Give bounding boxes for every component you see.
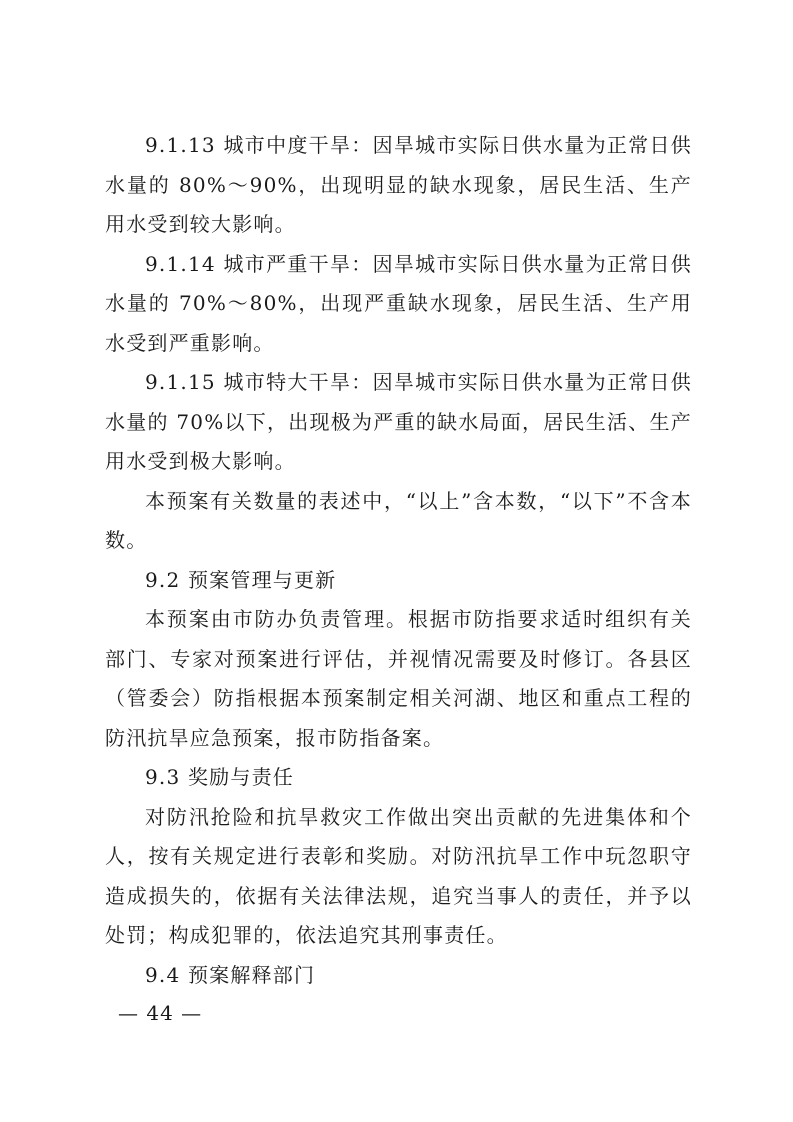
section-heading-9-2: 9.2 预案管理与更新 (145, 567, 337, 592)
document-body (105, 126, 692, 995)
quantity-note-paragraph: 本预案有关数量的表述中，“以上”含本数，“以下”不含本数。 (105, 488, 692, 552)
page-number: — 44 — (118, 1001, 203, 1025)
clause-9-1-15: 9.1.15 城市特大干旱：因旱城市实际日供水量为正常日供水量的 70%以下，出现极为严重的缺水局面，居民生活、生产用水受到极大影响。 (105, 370, 692, 473)
clause-9-1-13: 9.1.13 城市中度干旱：因旱城市实际日供水量为正常日供水量的 80%～90%，出现明显的缺水现象，居民生活、生产用水受到较大影响。 (105, 133, 692, 236)
section-9-3-paragraph: 对防汛抢险和抗旱救灾工作做出突出贡献的先进集体和个人，按有关规定进行表彰和奖励。对防汛抗旱工作中玩忽职守造成损失的，依据有关法律法规，追究当事人的责任，并予以处罚；构成犯罪的，依法追究其刑事责任。 (105, 804, 692, 947)
clause-9-1-14: 9.1.14 城市严重干旱：因旱城市实际日供水量为正常日供水量的 70%～80%，出现严重缺水现象，居民生活、生产用水受到严重影响。 (105, 251, 692, 355)
section-heading-9-3: 9.3 奖励与责任 (145, 765, 294, 789)
section-9-2-paragraph: 本预案由市防办负责管理。根据市防指要求适时组织有关部门、专家对预案进行评估，并视情况需要及时修订。各县区（管委会）防指根据本预案制定相关河湖、地区和重点工程的防汛抗旱应急预案，报市防指备案。 (105, 607, 692, 750)
section-heading-9-4: 9.4 预案解释部门 (145, 962, 316, 987)
